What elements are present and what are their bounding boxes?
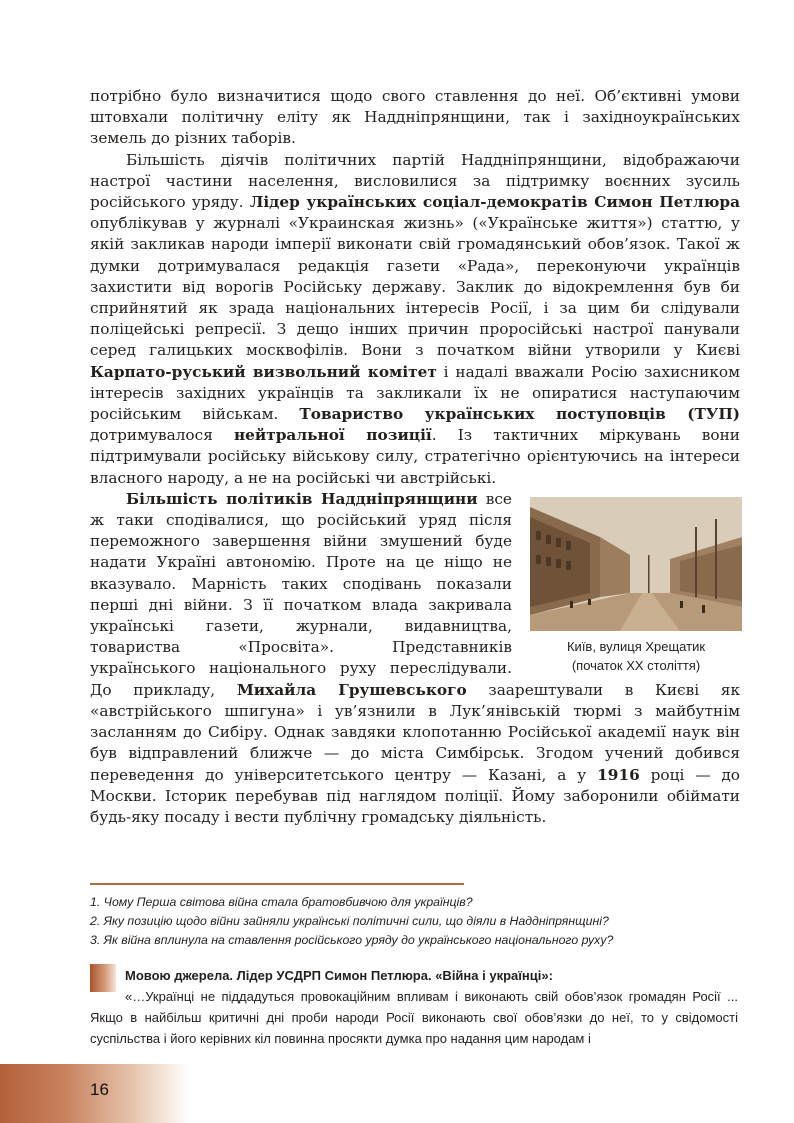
source-title: Мовою джерела. Лідер УСДРП Симон Петлюра. «Війна і українці»: <box>125 968 553 983</box>
text-run: опублікував у журналі «Украинская жизнь» («Українське життя») статтю, у якій закликав народи імперії виконати свій громадянський обов’язок. Такої ж думки дотримувалася редакція газети «Рада», переконуючи українців захистити від ворогів Російську державу. Заклик до відокремлення був би сприйнятий як зрада національних інтересів Росії, і за цим би слідували поліцейські репресії. З дещо інших причин проросійські настрої панували серед галицьких москвофілів. Вони з початком війни утворили у Києві <box>90 214 740 360</box>
bold-term: Михайла Грушевського <box>236 680 467 699</box>
street-photo-illustration <box>530 497 742 631</box>
text-run: і надалі вважали Росію захисником інтересів західних українців та закликали їх не опиратися наступаючим російським військам. <box>90 362 740 424</box>
text-run: все ж таки сподівалися, що російський уряд після переможного завершення війни змушений буде надати Україні автономію. Проте на це ніщо не вказувало. Марність таких сподівань показали перші дні війни. З її початком влада закривала українські газети, журнали, видавництва, товариства «Просвіта». Представників українського національного руху переслідували. До прикладу, <box>90 489 512 699</box>
text-run: . Із тактичних міркувань вони підтримували російську військову силу, стратегічно орієнтуючись на інтереси власного народу, а не на російські чи австрійські. <box>90 426 740 487</box>
caption-line-2: (початок ХХ століття) <box>571 657 701 673</box>
text-run: заарештували в Києві як «австрійського шпигуна» і ув’язнили в Лук’янівській тюрмі з майбутнім засланням до Сибіру. Однак завдяки клопотанню Російської академії наук він був відправлений ближче — до міста Симбірськ. Згодом учений добився переведення до університетського центру — Казані, а у <box>90 680 741 784</box>
bold-term: Карпато-руський визвольний комітет <box>90 362 437 381</box>
source-quote: «…Українці не піддадуться провокаційним впливам і виконають свій обов’язок громадян Росії ... Якщо в найбільш критичні дні проби народи Росії виконають свої обов’язки до неї, то у свідомості суспільства і його керівних кіл повинна просякти думка про надання цим народам і <box>90 989 738 1046</box>
khreshchatyk-photo <box>530 497 742 631</box>
question-item: 3. Як війна вплинула на ставлення російського уряду до українського національного руху? <box>90 933 614 947</box>
bold-term: Товариство українських поступовців (ТУП) <box>299 405 740 424</box>
main-text <box>90 86 740 828</box>
paragraph-1 <box>90 86 740 150</box>
bold-term: 1916 <box>597 765 640 784</box>
kyiv-photo-figure <box>526 497 746 675</box>
section-divider <box>90 883 464 885</box>
bold-term: Лідер українських соціал-демократів Симон Петлюра <box>249 193 740 212</box>
question-item: 1. Чому Перша світова війна стала братовбивчою для українців? <box>90 895 473 909</box>
photo-caption <box>526 637 746 675</box>
text-run: потрібно було визначитися щодо свого ставлення до неї. Об’єктивні умови штовхали політичну еліту як Наддніпрянщини, так і західноукраїнських земель до різних таборів. <box>90 87 740 148</box>
caption-line-1: Київ, вулиця Хрещатик <box>566 638 706 654</box>
text-run: році — до Москви. Історик перебував під наглядом поліції. Йому заборонили обіймати будь-яку посаду і вести публічну громадську діяльність. <box>90 765 740 826</box>
review-questions <box>90 893 750 950</box>
page-number: 16 <box>90 1080 109 1099</box>
paragraph-2 <box>90 150 740 489</box>
text-run: Більшість діячів політичних партій Наддніпрянщини, відображаючи настрої частини населення, висловилися за підтримку воєнних зусиль російського уряду. <box>90 150 740 212</box>
text-run: дотримувалося <box>90 426 234 445</box>
bold-term: Більшість політиків Наддніпрянщини <box>126 489 478 508</box>
bold-term: нейтральної позиції <box>233 426 432 445</box>
question-item: 2. Яку позицію щодо війни зайняли українські політичні сили, що діяли в Наддніпрянщині? <box>90 914 609 928</box>
